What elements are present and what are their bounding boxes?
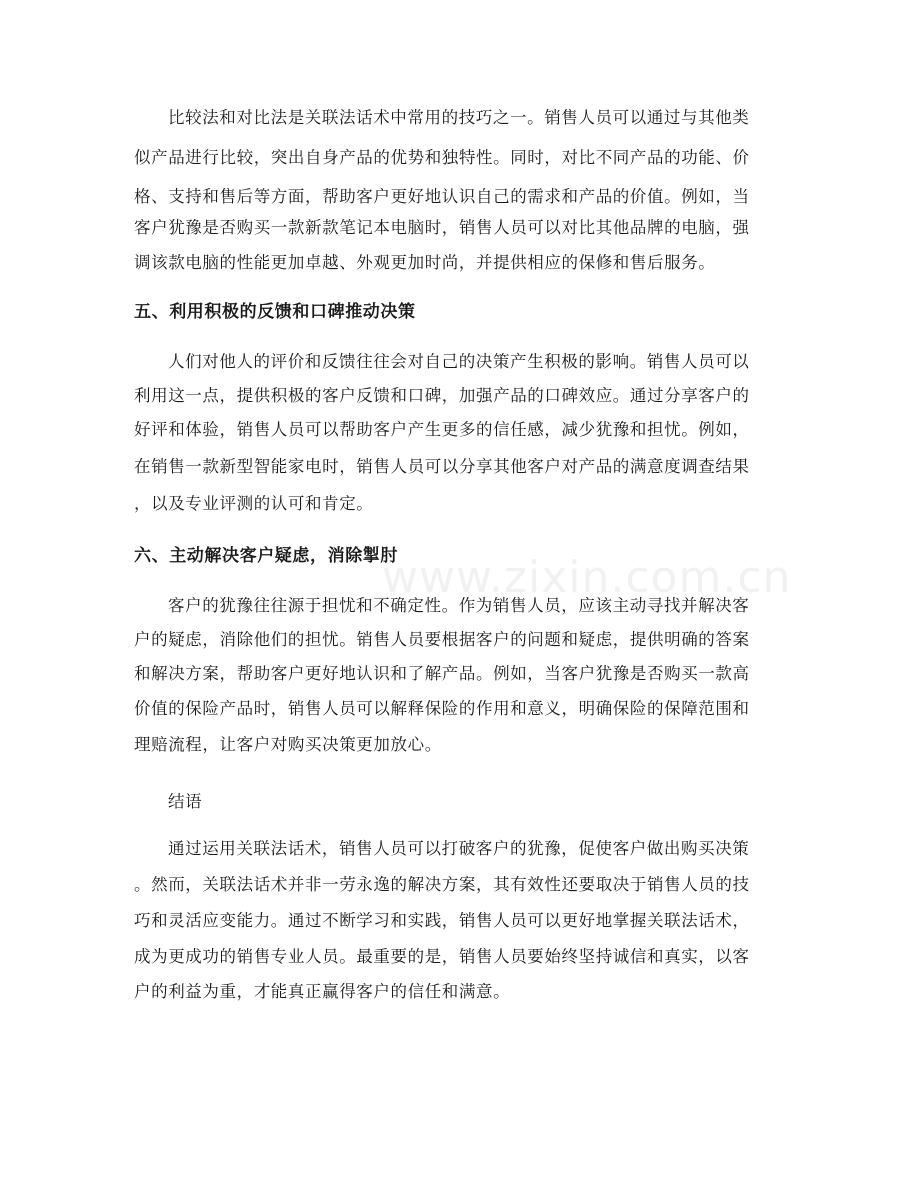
- paragraph-line: 成为更成功的销售专业人员。最重要的是，销售人员要始终坚持诚信和真实，以客: [134, 947, 750, 966]
- paragraph-line: 人们对他人的评价和反馈往往会对自己的决策产生积极的影响。销售人员可以: [168, 352, 750, 371]
- paragraph-line: 户的疑虑，消除他们的担忧。销售人员要根据客户的问题和疑虑，提供明确的答案: [134, 630, 750, 649]
- paragraph-line: 在销售一款新型智能家电时，销售人员可以分享其他客户对产品的满意度调查结果: [134, 457, 750, 476]
- paragraph-line: 好评和体验，销售人员可以帮助客户产生更多的信任感，减少犹豫和担忧。例如，: [134, 420, 750, 439]
- section-heading-6: 六、主动解决客户疑虑，消除掣肘: [134, 546, 398, 566]
- paragraph-line: 利用这一点，提供积极的客户反馈和口碑，加强产品的口碑效应。通过分享客户的: [134, 386, 750, 405]
- paragraph-line: 价值的保险产品时，销售人员可以解释保险的作用和意义，明确保险的保障范围和: [134, 699, 750, 718]
- watermark: www.zixin.com.cn: [382, 552, 792, 603]
- paragraph-line: 巧和灵活应变能力。通过不断学习和实践，销售人员可以更好地掌握关联法话术，: [134, 911, 750, 930]
- paragraph-line: 通过运用关联法话术，销售人员可以打破客户的犹豫，促使客户做出购买决策: [168, 839, 750, 858]
- paragraph-line: 格、支持和售后等方面，帮助客户更好地认识自己的需求和产品的价值。例如，当: [134, 187, 750, 206]
- conclusion-label: 结语: [168, 792, 203, 811]
- section-heading-5: 五、利用积极的反馈和口碑推动决策: [134, 302, 416, 322]
- paragraph-line: 理赔流程，让客户对购买决策更加放心。: [134, 735, 442, 754]
- paragraph-line: 似产品进行比较，突出自身产品的优势和独特性。同时，对比不同产品的功能、价: [134, 148, 750, 167]
- paragraph-line: 比较法和对比法是关联法话术中常用的技巧之一。销售人员可以通过与其他类: [168, 108, 750, 127]
- paragraph-line: 和解决方案，帮助客户更好地认识和了解产品。例如，当客户犹豫是否购买一款高: [134, 664, 750, 683]
- paragraph-line: ，以及专业评测的认可和肯定。: [134, 494, 374, 513]
- paragraph-line: 调该款电脑的性能更加卓越、外观更加时尚，并提供相应的保修和售后服务。: [134, 253, 716, 272]
- paragraph-line: 户的利益为重，才能真正赢得客户的信任和满意。: [134, 982, 511, 1001]
- paragraph-line: 客户的犹豫往往源于担忧和不确定性。作为销售人员，应该主动寻找并解决客: [168, 596, 750, 615]
- paragraph-line: 。然而，关联法话术并非一劳永逸的解决方案，其有效性还要取决于销售人员的技: [134, 875, 750, 894]
- paragraph-line: 客户犹豫是否购买一款新款笔记本电脑时，销售人员可以对比其他品牌的电脑，强: [134, 218, 750, 237]
